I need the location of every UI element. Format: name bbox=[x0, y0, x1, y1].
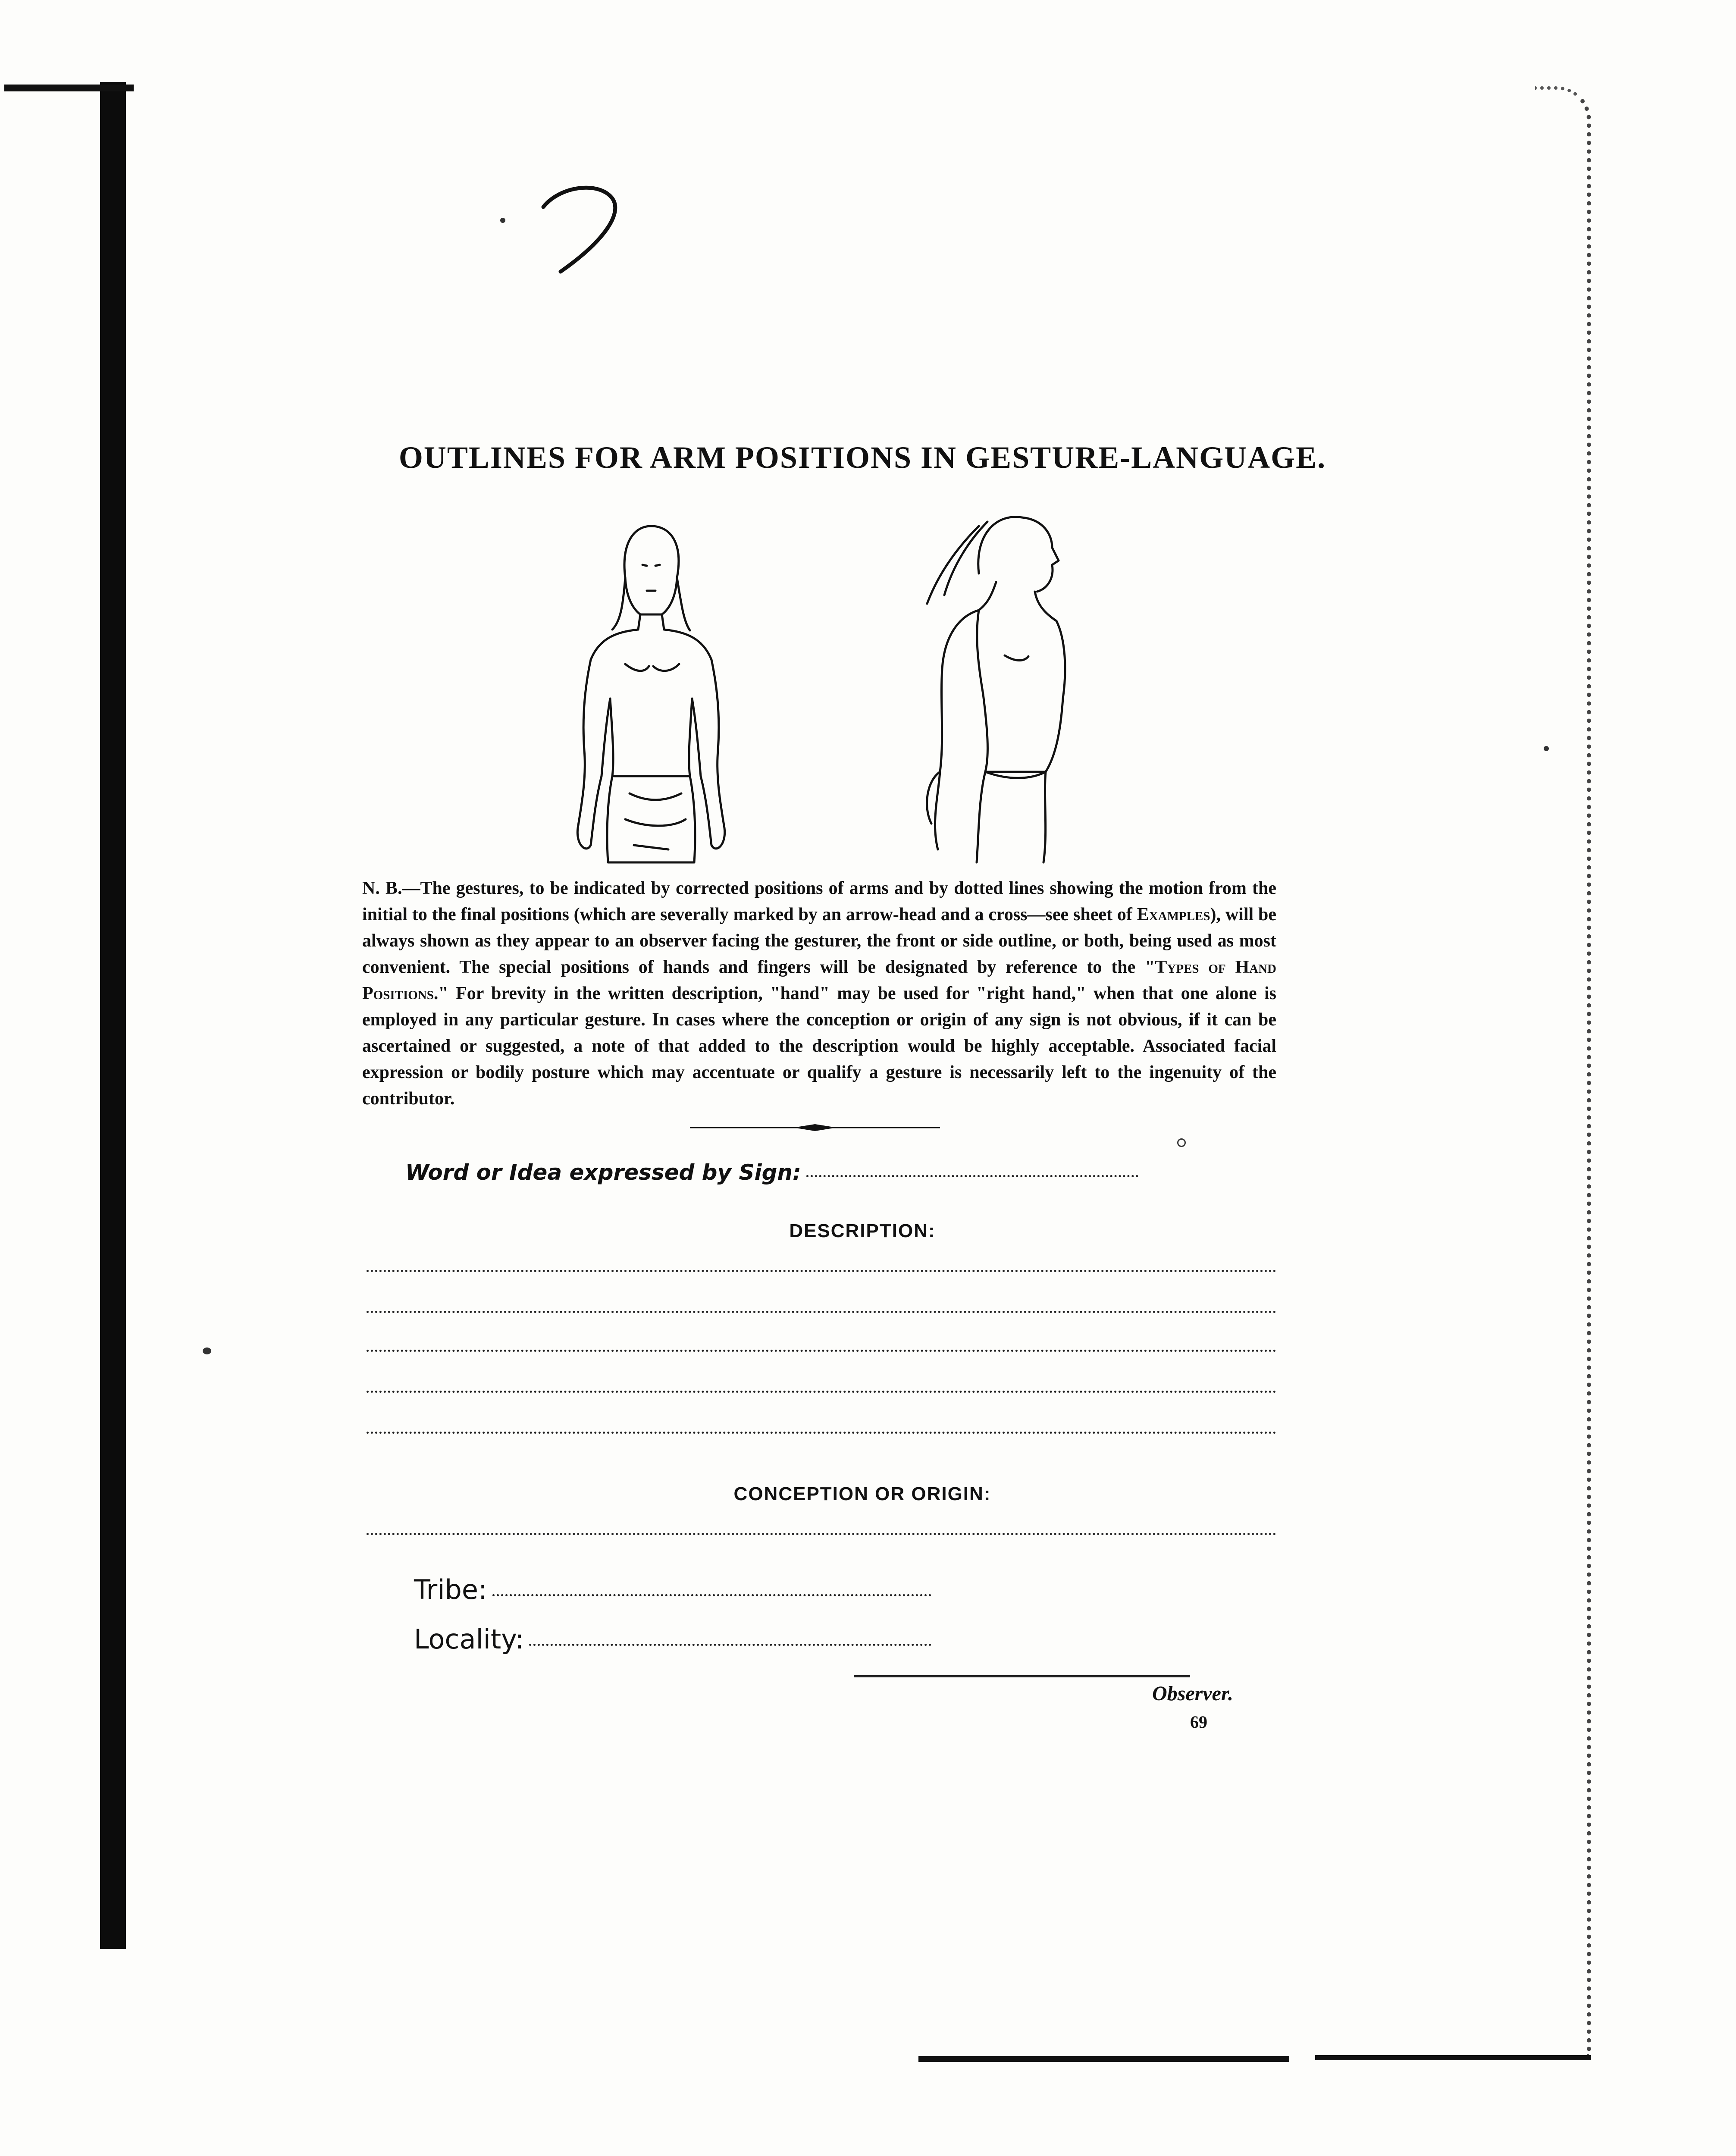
description-line[interactable] bbox=[367, 1311, 1276, 1313]
front-outline-figure bbox=[561, 517, 742, 871]
page-number: 69 bbox=[1190, 1712, 1207, 1732]
tribe-label: Tribe: bbox=[414, 1574, 487, 1605]
page-edge bbox=[1535, 86, 1591, 2056]
observer-signature-line[interactable] bbox=[854, 1675, 1190, 1677]
tribe-field[interactable] bbox=[492, 1594, 931, 1596]
conception-origin-heading: CONCEPTION OR ORIGIN: bbox=[733, 1483, 991, 1504]
nb-text: ), will be always shown as they appear to an observer facing the gesturer, the front or side outline, or both, being used as most convenient. The special positions of hands and fingers will be designated by reference to the " bbox=[362, 905, 1276, 977]
locality-field[interactable] bbox=[529, 1644, 931, 1646]
nb-types-ref: Types of Hand Positions bbox=[362, 957, 1276, 1003]
locality-row bbox=[414, 1623, 931, 1655]
scan-artifact-rule bbox=[4, 85, 134, 91]
scan-artifact-rule bbox=[918, 2056, 1289, 2062]
handwritten-mark bbox=[535, 177, 647, 280]
binding-edge-shadow bbox=[100, 82, 126, 1949]
ornament-divider bbox=[690, 1123, 940, 1132]
word-or-idea-row bbox=[405, 1160, 1138, 1185]
description-heading: DESCRIPTION: bbox=[789, 1220, 936, 1241]
nb-text: ." For brevity in the written description, "hand" may be used for "right hand," when that one alone is employed in any particular gesture. In cases where the conception or origin of any sign is not obvious, if it can be ascertained or suggested, a note of that added to the description would be highly acceptable. Associated facial expression or bodily posture which may accentuate or qualify a gesture is necessarily left to the ingenuity of the contributor. bbox=[362, 984, 1276, 1109]
word-or-idea-label: Word or Idea expressed by Sign: bbox=[405, 1160, 801, 1185]
word-or-idea-field[interactable] bbox=[806, 1175, 1138, 1177]
description-line[interactable] bbox=[367, 1391, 1276, 1393]
nb-text: N. B.—The gestures, to be indicated by corrected positions of arms and by dotted lines showing the motion from the initial to the final positions (which are severally marked by an arrow-head and a cross—see sheet of bbox=[362, 878, 1276, 924]
speck bbox=[1544, 746, 1549, 751]
nb-paragraph bbox=[362, 875, 1276, 1112]
origin-line[interactable] bbox=[367, 1533, 1276, 1535]
page-title: OUTLINES FOR ARM POSITIONS IN GESTURE-LANGUAGE. bbox=[398, 440, 1326, 475]
speck bbox=[500, 218, 505, 223]
speck bbox=[1177, 1138, 1186, 1147]
nb-examples-ref: Examples bbox=[1137, 905, 1210, 924]
side-outline-figure bbox=[914, 496, 1112, 867]
tribe-row bbox=[414, 1574, 931, 1605]
description-line[interactable] bbox=[367, 1270, 1276, 1272]
observer-label: Observer. bbox=[1152, 1682, 1233, 1705]
description-line[interactable] bbox=[367, 1350, 1276, 1352]
description-line[interactable] bbox=[367, 1432, 1276, 1434]
speck bbox=[203, 1348, 211, 1354]
locality-label: Locality: bbox=[414, 1623, 524, 1655]
scan-artifact-rule bbox=[1315, 2055, 1591, 2060]
